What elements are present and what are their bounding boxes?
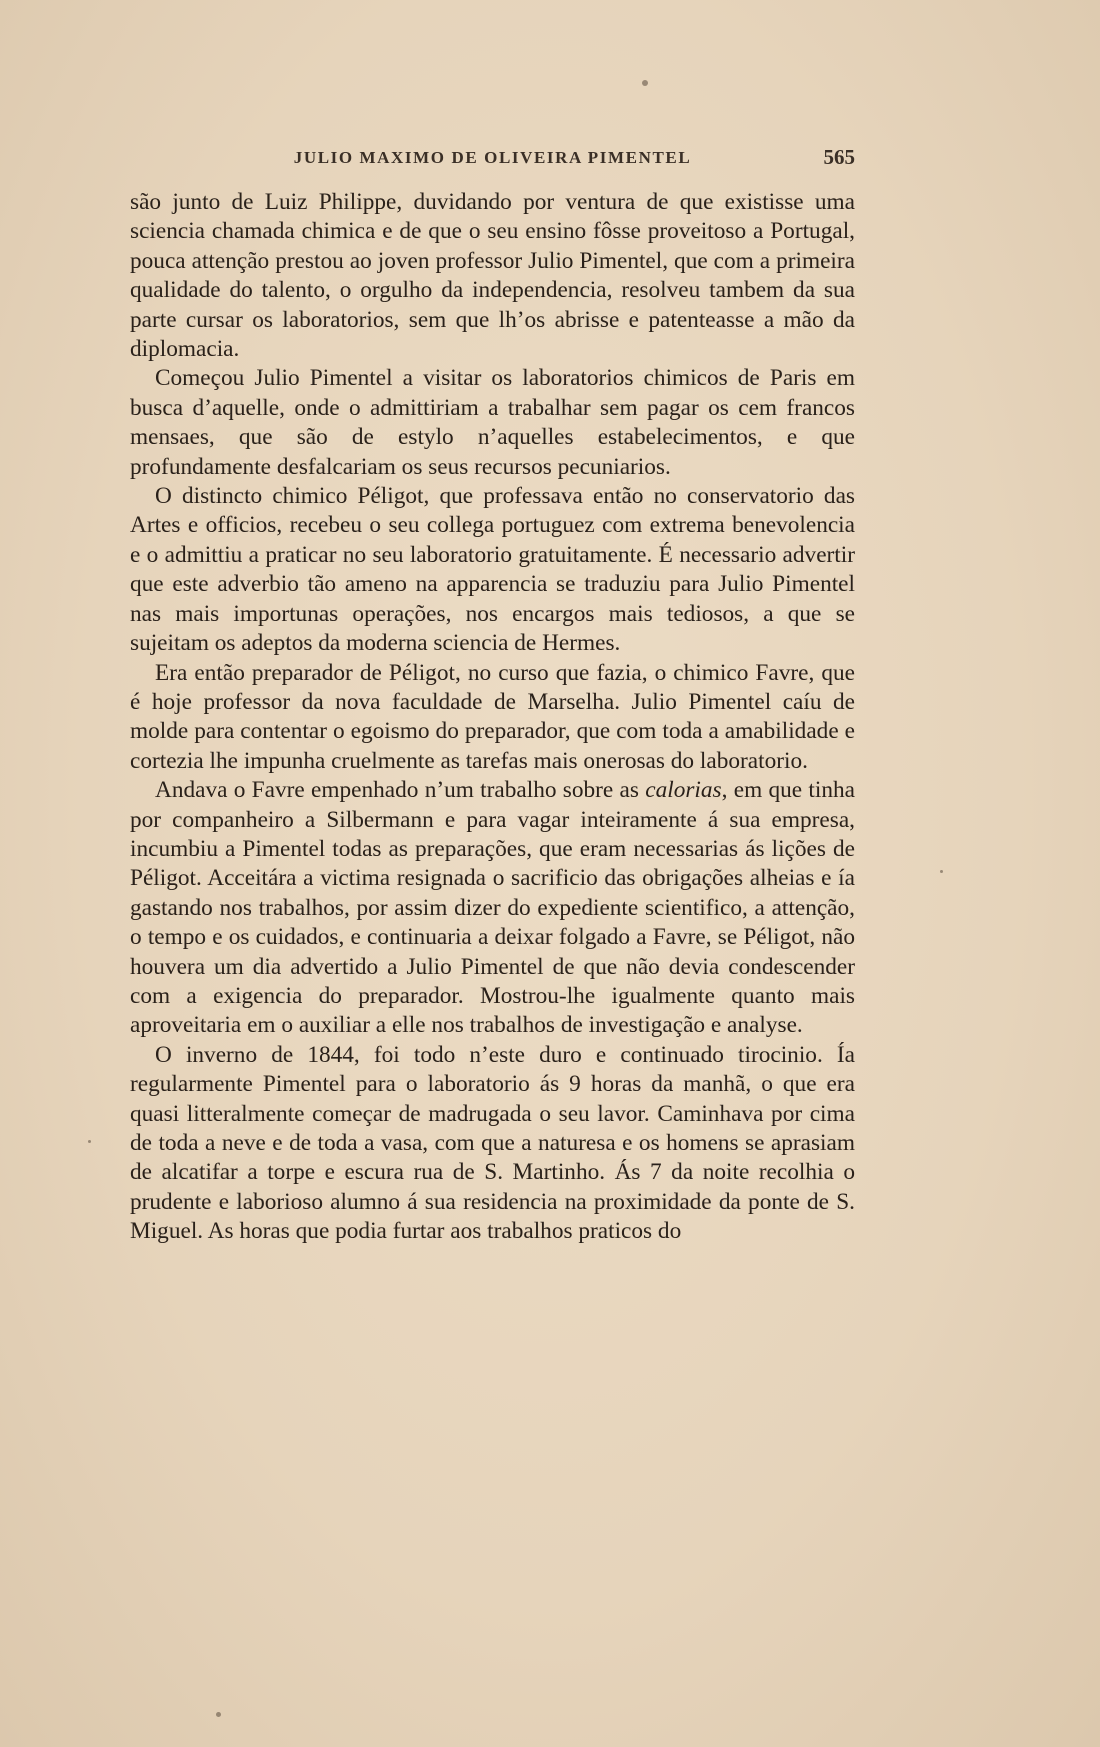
paragraph-5-text-a: Andava o Favre empenhado n’um trabalho sobre as <box>155 777 646 804</box>
paragraph-5-italic-term: calorias <box>645 777 722 804</box>
running-head-title: JULIO MAXIMO DE OLIVEIRA PIMENTEL <box>293 148 692 167</box>
paper-speck <box>88 1140 91 1143</box>
paragraph-1: são junto de Luiz Philippe, duvidando por ventura de que existisse uma sciencia chamada chimica e de que o seu ensino fôsse proveitoso a Portugal, pouca attenção prestou ao joven professor Julio Pimentel, que com a primeira qualidade do talento, o orgulho da independencia, resolveu tambem da sua parte cursar os laboratorios, sem que lh’os abrisse e patenteasse a mão da diplomacia. <box>130 189 855 363</box>
paragraph-5-text-b: , em que tinha por companheiro a Silbermann e para vagar inteiramente á sua empresa, incumbiu a Pimentel todas as preparações, que eram necessarias ás lições de Péligot. Acceitára a victima resignada o sacrificio das obrigações alheias e ía gastando nos trabalhos, por assim dizer do expediente scientifico, a attenção, o tempo e os cuidados, e continuaria a deixar folgado a Favre, se Péligot, não houvera um dia advertido a Julio Pimentel de que não devia condescender com a exigencia do preparador. Mostrou-lhe igualmente quanto mais aproveitaria em o auxiliar a elle nos trabalhos de investigação e analyse. <box>130 777 855 1039</box>
paragraph-3: O distincto chimico Péligot, que professava então no conservatorio das Artes e officios, recebeu o seu collega portuguez com extrema benevolencia e o admittiu a praticar no seu laboratorio gratuitamente. É necessario advertir que este adverbio tão ameno na apparencia se traduziu para Julio Pimentel nas mais importunas operações, nos encargos mais tediosos, a que se sujeitam os adeptos da moderna sciencia de Hermes. <box>130 483 855 657</box>
running-head <box>130 145 855 172</box>
paper-speck <box>216 1712 221 1717</box>
paragraph-6: O inverno de 1844, foi todo n’este duro e continuado tirocinio. Ía regularmente Pimentel para o laboratorio ás 9 horas da manhã, o que era quasi litteralmente começar de madrugada o seu lavor. Caminhava por cima de toda a neve e de toda a vasa, com que a naturesa e os homens se aprasiam de alcatifar a torpe e escura rua de S. Martinho. Ás 7 da noite recolhia o prudente e laborioso alumno á sua residencia na proximidade da ponte de S. Miguel. As horas que podia furtar aos trabalhos praticos do <box>130 1041 855 1245</box>
paragraph-2: Começou Julio Pimentel a visitar os laboratorios chimicos de Paris em busca d’aquelle, onde o admittiriam a trabalhar sem pagar os cem francos mensaes, que são de estylo n’aquelles estabelecimentos, e que profundamente desfalcariam os seus recursos pecuniarios. <box>130 365 855 480</box>
paragraph-5 <box>130 776 855 1041</box>
body-text <box>130 188 855 1247</box>
paper-speck <box>940 870 943 873</box>
page-number: 565 <box>823 145 855 169</box>
paragraph-4: Era então preparador de Péligot, no curso que fazia, o chimico Favre, que é hoje professor da nova faculdade de Marselha. Julio Pimentel caíu de molde para contentar o egoismo do preparador, que com toda a amabilidade e cortezia lhe impunha cruelmente as tarefas mais onerosas do laboratorio. <box>130 659 855 774</box>
paper-speck <box>642 80 648 86</box>
